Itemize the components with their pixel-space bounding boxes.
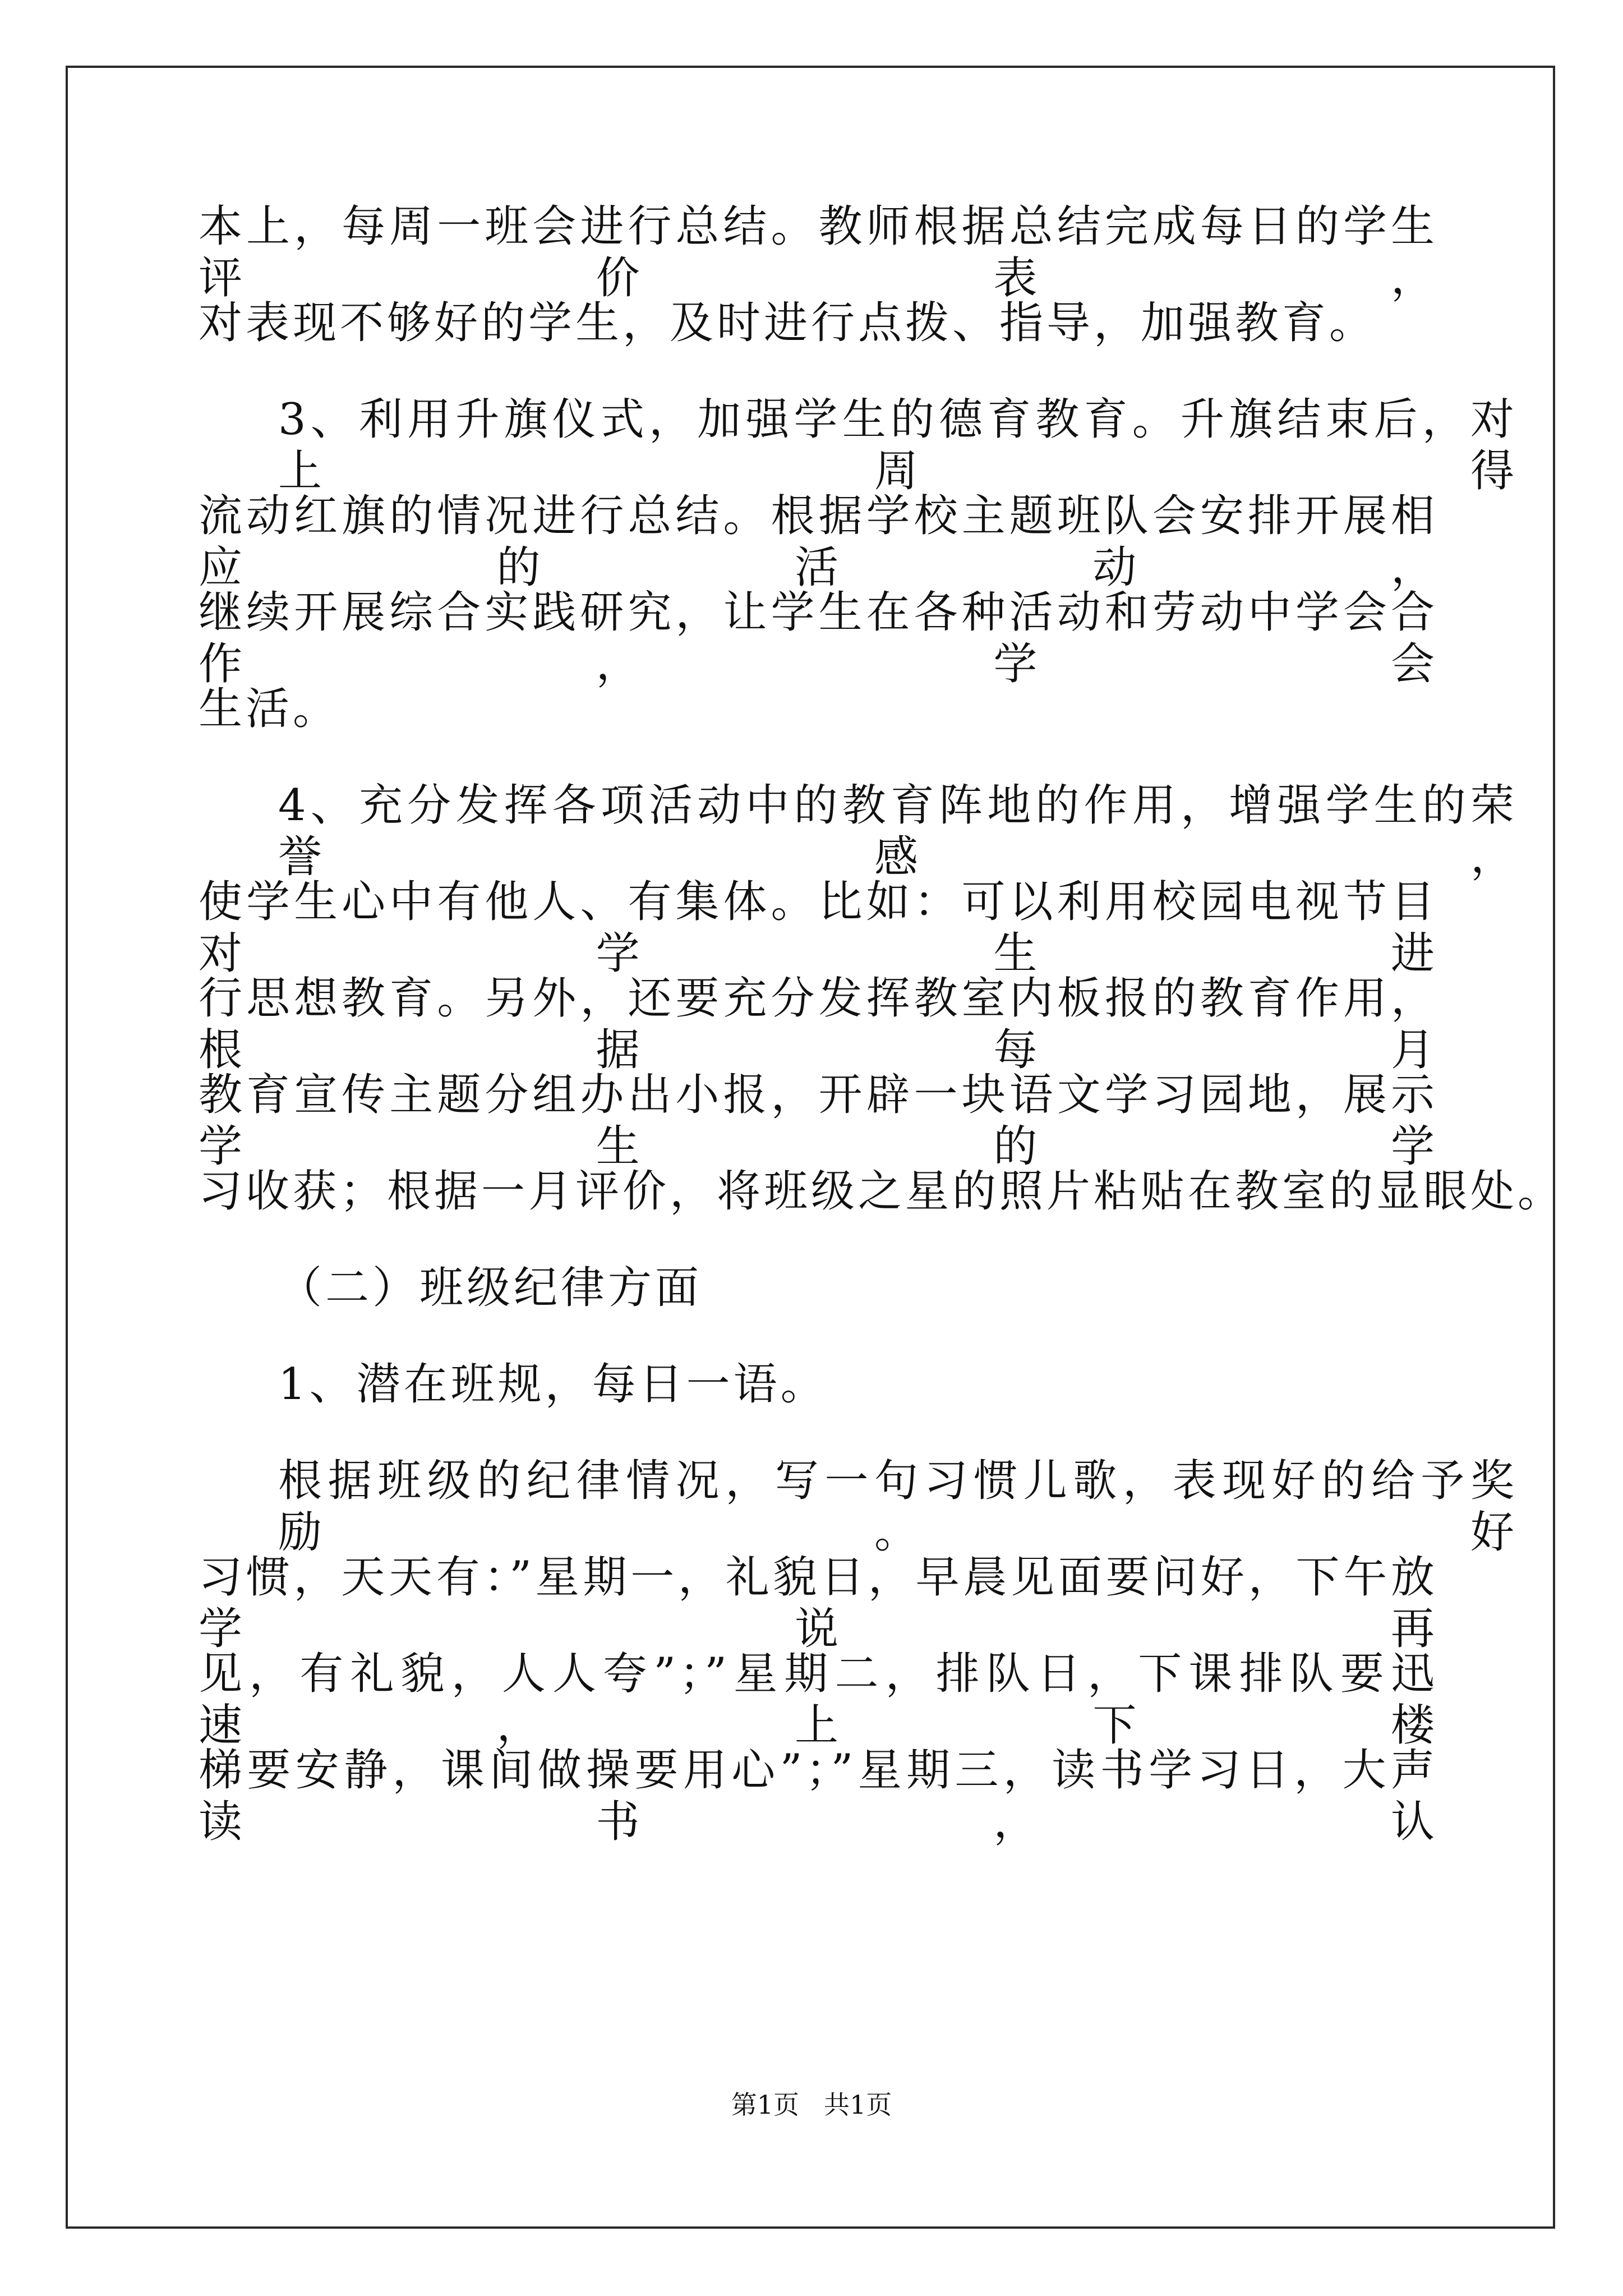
text-line: 继续开展综合实践研究，让学生在各种活动和劳动中学会合作，学会 <box>199 587 1438 689</box>
section-heading: （二）班级纪律方面 <box>278 1263 703 1313</box>
text-line: 根据班级的纪律情况，写一句习惯儿歌，表现好的给予奖励。好 <box>278 1456 1518 1558</box>
text-line: 习收获；根据一月评价，将班级之星的照片粘贴在教室的显眼处。 <box>199 1166 1565 1217</box>
text-line: 行思想教育。另外，还要充分发挥教室内板报的教育作用，根据每月 <box>199 973 1438 1075</box>
text-line: 4、充分发挥各项活动中的教育阵地的作用，增强学生的荣誉感， <box>278 780 1518 882</box>
text-line: 见，有礼貌，人人夸”；”星期二，排队日，下课排队要迅速，上下楼 <box>199 1649 1438 1751</box>
text-line: 流动红旗的情况进行总结。根据学校主题班队会安排开展相应的活动， <box>199 491 1438 593</box>
text-line: 1、潜在班规，每日一语。 <box>278 1359 828 1410</box>
text-line: 使学生心中有他人、有集体。比如：可以利用校园电视节目对学生进 <box>199 877 1438 979</box>
text-line: 3、利用升旗仪式，加强学生的德育教育。升旗结束后，对上周得 <box>278 394 1518 496</box>
text-line: 梯要安静，课间做操要用心”；”星期三，读书学习日，大声读书，认 <box>199 1745 1438 1847</box>
page-number: 第1页 <box>731 2090 799 2120</box>
text-line: 教育宣传主题分组办出小报，开辟一块语文学习园地，展示学生的学 <box>199 1070 1438 1172</box>
text-line: 对表现不够好的学生，及时进行点拨、指导，加强教育。 <box>199 298 1377 348</box>
page-total: 共1页 <box>824 2090 892 2120</box>
page-footer <box>0 2089 1623 2120</box>
text-line: 习惯，天天有：”星期一，礼貌日，早晨见面要问好，下午放学说再 <box>199 1552 1438 1654</box>
text-line: 生活。 <box>199 684 340 734</box>
text-line: 本上，每周一班会进行总结。教师根据总结完成每日的学生评价表， <box>199 201 1438 303</box>
